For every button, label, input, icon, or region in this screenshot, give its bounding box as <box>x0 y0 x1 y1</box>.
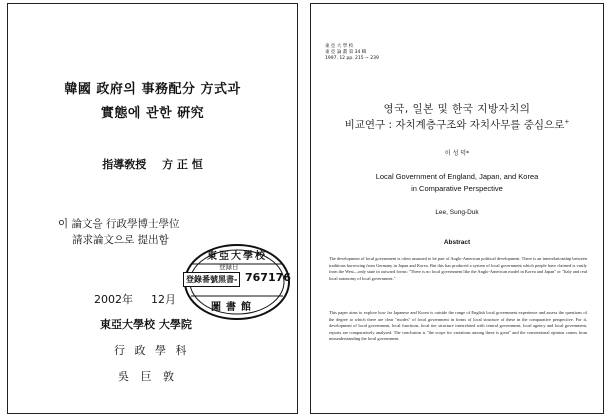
date-month: 12月 <box>151 293 176 306</box>
stamp-date-label: 登録日 <box>219 263 239 271</box>
journal-line: 東 亞 大 學 校 <box>325 44 354 49</box>
author-name: 吳 巨 敦 <box>118 370 178 383</box>
abstract-paragraph-1: The development of local government is often assumed to be part of Anglo-American political development. There is an interrelationship between traditions borrowing from Germany in Japan and Korea. But this has produced a system of local government which people have claimed is vastly from the West—only state in outward forms: "There is no local government like the Anglo-American model in Korea and Japan" or "Italy and real local autonomy of local government." <box>329 256 587 281</box>
thesis-cover-page <box>7 3 298 414</box>
journal-line: 1997. 12 pp. 215 ~ 239 <box>325 56 379 61</box>
stamp-registration-label: 登錄番號黑書- <box>183 272 240 287</box>
korean-title-line2-text: 비교연구 : 자치계층구조와 자치사무를 중심으로 <box>344 119 565 131</box>
date-year: 2002年 <box>94 293 133 306</box>
submission-date <box>94 291 176 307</box>
school-name: 東亞大學校 大學院 <box>100 318 192 331</box>
korean-title-footnote-mark: + <box>564 118 570 126</box>
advisor-label: 指導敎授 <box>102 158 147 171</box>
journal-header <box>325 44 379 62</box>
korean-title-line2 <box>311 117 603 132</box>
abstract-heading: Abstract <box>443 239 471 246</box>
stamp-top-text: 東亞大學校 <box>207 251 267 262</box>
advisor-line <box>8 156 297 172</box>
korean-author: 이 성 덕* <box>444 150 470 157</box>
stamp-bottom-text: 圖書館 <box>211 302 256 313</box>
article-page <box>310 3 604 414</box>
abstract-paragraph-2: This paper aims to explore how far Japanese and Korea is outside the range of English local government experience and assess the questions of the degree to which there are clear "modes" of local government in forms of local structure of these in the comparative perspective. For it, development of local government, local functions, local tier structure interrelated with central government, local agency and local government, reports are comparatively analysed. The conclusion is "the scope for variations among these is great" and the conventional opinion comes from misunderstanding the local government. <box>329 310 587 342</box>
department-name: 行 政 學 科 <box>114 344 190 357</box>
english-author: Lee, Sung-Duk <box>435 209 479 216</box>
korean-title-line1: 영국, 일본 및 한국 지방자치의 <box>383 103 531 115</box>
journal-line: 東 亞 論 叢 第 34 輯 <box>325 50 367 55</box>
advisor-name: 方 正 恒 <box>162 158 203 171</box>
thesis-title-line2: 實態에 관한 硏究 <box>100 106 205 121</box>
english-title-line2: in Comparative Perspective <box>411 184 503 193</box>
thesis-title-line1: 韓國 政府의 事務配分 方式과 <box>64 82 241 97</box>
library-stamp <box>181 242 293 322</box>
submission-line1: 이 論文을 行政學博士學位 <box>58 218 180 230</box>
english-title-line1: Local Government of England, Japan, and Korea <box>375 172 539 181</box>
stamp-registration-number: 767176 <box>245 271 291 284</box>
submission-line2: 請求論文으로 提出함 <box>72 234 169 246</box>
